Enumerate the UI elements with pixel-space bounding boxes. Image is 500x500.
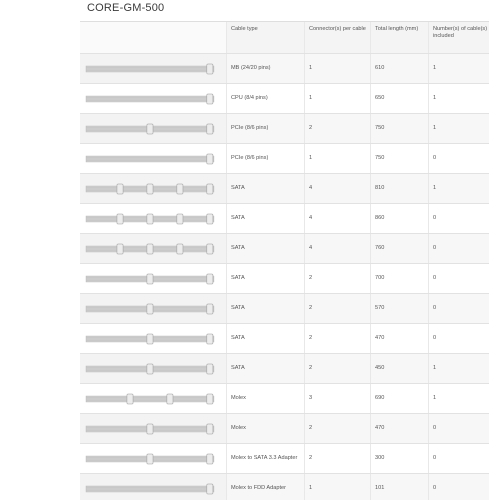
count-cell: 1 [429,354,489,383]
connectors-cell: 2 [305,354,371,383]
connectors-cell: 1 [305,84,371,113]
sata-connector-icon [86,214,218,224]
molex-fdd-adapter-icon [86,484,218,494]
count-cell: 1 [433,95,437,101]
cable-type-cell: Molex [227,414,305,443]
cable-type-cell: SATA [227,234,305,263]
table-row [80,54,489,84]
cable-type-cell: Molex to SATA 3.3 Adapter [227,444,305,473]
cable-image-cell [80,474,227,500]
connectors-cell: 1 [305,474,371,500]
count-cell: 0 [433,455,437,461]
connectors-cell: 4 [305,204,371,233]
length-cell: 450 [371,354,429,383]
cable-image-cell [80,144,227,173]
cable-table [80,21,489,500]
header-length: Total length (mm) [371,22,429,53]
sata-connector-icon [86,304,218,314]
mb-connector-icon [86,64,218,74]
table-row [80,174,489,204]
cable-image-cell [80,414,227,443]
length-cell: 101 [371,474,429,500]
molex-connector-icon [86,394,218,404]
table-row [80,444,489,474]
header-connectors: Connector(s) per cable [305,22,371,53]
connectors-cell: 2 [305,114,371,143]
pcie-connector-icon [86,124,218,134]
count-cell: 0 [433,155,437,161]
table-row [80,354,489,384]
length-cell: 650 [371,84,429,113]
cable-image-cell [80,324,227,353]
count-cell: 0 [429,474,489,500]
length-cell: 750 [371,114,429,143]
length-cell: 300 [371,444,429,473]
length-cell: 690 [371,384,429,413]
cable-type-cell: CPU (8/4 pins) [227,84,305,113]
count-cell: 1 [429,54,489,83]
length-cell: 750 [371,144,429,173]
connectors-cell: 2 [305,264,371,293]
table-row [80,294,489,324]
length-cell: 470 [371,414,429,443]
sata-connector-icon [86,364,218,374]
header-cable-type: Cable type [227,22,305,53]
cable-image-cell [80,234,227,263]
cable-type-cell: PCIe (8/6 pins) [227,114,305,143]
length-cell: 470 [371,324,429,353]
table-row [80,414,489,444]
table-row [80,84,489,114]
length-cell: 700 [371,264,429,293]
connectors-cell: 2 [305,444,371,473]
connectors-cell: 2 [305,324,371,353]
cable-type-cell: SATA [227,294,305,323]
count-cell: 0 [429,294,489,323]
cable-type-cell: PCIe (8/6 pins) [227,144,305,173]
cable-image-cell [80,54,227,83]
length-cell: 610 [371,54,429,83]
table-row [80,114,489,144]
connectors-cell: 2 [305,294,371,323]
cable-image-cell [80,354,227,383]
connectors-cell: 4 [305,234,371,263]
cable-image-cell [80,384,227,413]
table-row [80,264,489,294]
cable-image-cell [80,84,227,113]
cable-type-cell: Molex to FDD Adapter [227,474,305,500]
table-row [80,234,489,264]
table-row [80,204,489,234]
count-cell: 1 [429,174,489,203]
length-cell: 860 [371,204,429,233]
header-image-cell [80,22,227,53]
cable-image-cell [80,294,227,323]
cable-image-cell [80,204,227,233]
cable-type-cell: Molex [227,384,305,413]
cable-image-cell [80,264,227,293]
cable-image-cell [80,174,227,203]
count-cell: 0 [433,275,437,281]
count-cell: 0 [429,234,489,263]
count-cell: 0 [433,335,437,341]
cable-type-cell: SATA [227,354,305,383]
connectors-cell: 3 [305,384,371,413]
table-row [80,384,489,414]
connectors-cell: 2 [305,414,371,443]
connectors-cell: 1 [305,54,371,83]
page [37,0,488,500]
cable-type-cell: SATA [227,204,305,233]
length-cell: 570 [371,294,429,323]
header-count: Number(s) of cable(s) included [429,22,489,53]
sata-connector-icon [86,334,218,344]
cable-type-cell: SATA [227,174,305,203]
page-title: CORE-GM-500 [87,2,165,14]
count-cell: 0 [429,414,489,443]
count-cell: 1 [433,395,437,401]
cable-image-cell [80,114,227,143]
count-cell: 0 [433,215,437,221]
cable-type-cell: MB (24/20 pins) [227,54,305,83]
connectors-cell: 1 [305,144,371,173]
count-cell: 1 [429,114,489,143]
sata-connector-icon [86,244,218,254]
cable-type-cell: SATA [227,264,305,293]
molex-sata-adapter-icon [86,454,218,464]
cable-image-cell [80,444,227,473]
length-cell: 810 [371,174,429,203]
length-cell: 760 [371,234,429,263]
molex-connector-icon [86,424,218,434]
table-header [80,22,489,54]
table-row [80,144,489,174]
sata-connector-icon [86,274,218,284]
pcie-connector-icon [86,154,218,164]
table-row [80,474,489,500]
table-row [80,324,489,354]
connectors-cell: 4 [305,174,371,203]
cable-type-cell: SATA [227,324,305,353]
cpu-connector-icon [86,94,218,104]
sata-connector-icon [86,184,218,194]
